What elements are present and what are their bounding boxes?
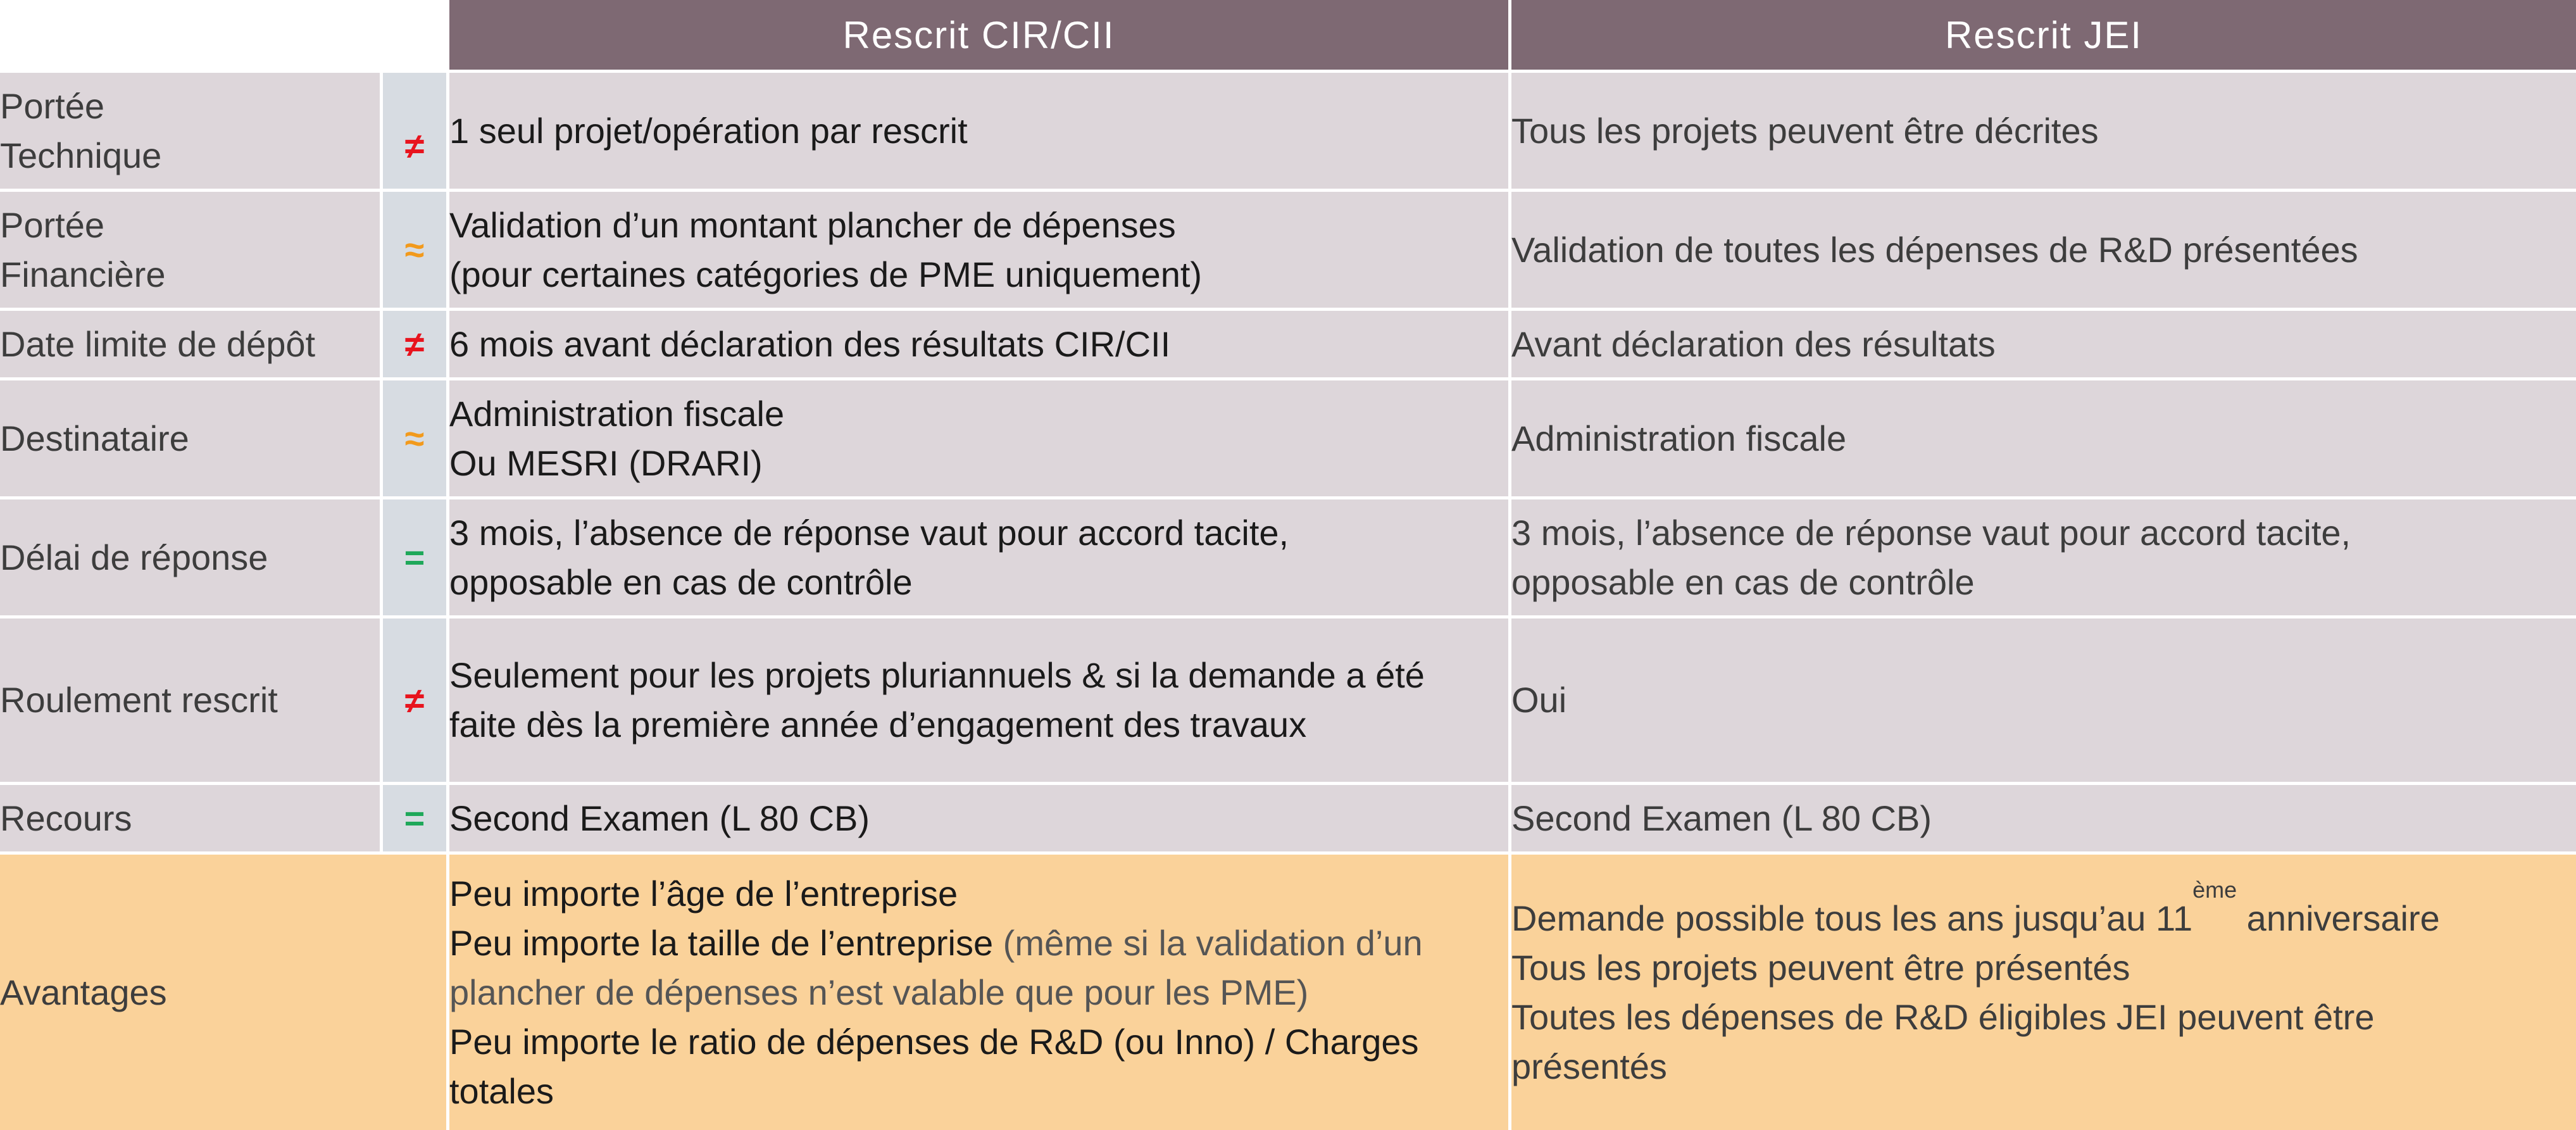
row-label-line: Date limite de dépôt xyxy=(0,323,316,364)
cir-cell-line: opposable en cas de contrôle xyxy=(449,562,913,602)
table-row xyxy=(0,618,2576,785)
jei-cell xyxy=(1511,499,2576,618)
row-label-line: Délai de réponse xyxy=(0,537,268,577)
comparison-symbol-similar: ≈ xyxy=(383,380,449,499)
comparison-symbol-different: ≠ xyxy=(383,311,449,380)
advantage-line xyxy=(1511,876,2576,943)
advantage-line xyxy=(449,919,1508,968)
row-label-recours xyxy=(0,785,383,855)
jei-cell-line: 3 mois, l’absence de réponse vaut pour accord tacite, xyxy=(1511,512,2351,553)
header-rescrit-jei: Rescrit JEI xyxy=(1511,0,2576,73)
cir-cell-line: Validation d’un montant plancher de dépenses xyxy=(449,204,1176,245)
advantage-line: Peu importe l’âge de l’entreprise xyxy=(449,873,958,913)
jei-cell xyxy=(1511,192,2576,311)
cir-cell-line: faite dès la première année d’engagement des travaux xyxy=(449,705,1307,744)
header-blank-symbol-cell xyxy=(383,0,449,73)
jei-cell xyxy=(1511,380,2576,499)
row-label-line: Technique xyxy=(0,135,162,175)
table-row xyxy=(0,311,2576,380)
advantage-line: Peu importe le ratio de dépenses de R&D (ou Inno) / Charges xyxy=(449,1021,1419,1062)
cir-cell xyxy=(449,380,1511,499)
advantage-line: Toutes les dépenses de R&D éligibles JEI peuvent être xyxy=(1511,996,2375,1037)
table-row xyxy=(0,192,2576,311)
row-label-delai-reponse xyxy=(0,499,383,618)
jei-cell-line: opposable en cas de contrôle xyxy=(1511,562,1975,602)
comparison-symbol-equal: = xyxy=(383,499,449,618)
row-label-line: Avantages xyxy=(0,972,167,1012)
advantage-line: totales xyxy=(449,1070,554,1111)
jei-cell-line: Tous les projets peuvent être décrites xyxy=(1511,110,2099,151)
cir-cell-line: Second Examen (L 80 CB) xyxy=(449,798,870,838)
row-label-roulement-rescrit xyxy=(0,618,383,785)
comparison-symbol-different: ≠ xyxy=(383,73,449,192)
advantage-text: Demande possible tous les ans jusqu’au 11 xyxy=(1511,898,2193,938)
comparison-symbol-different: ≠ xyxy=(383,618,449,785)
advantage-line: présentés xyxy=(1511,1046,1667,1086)
advantage-line: Tous les projets peuvent être présentés xyxy=(1511,947,2130,988)
table-row xyxy=(0,73,2576,192)
advantage-note: plancher de dépenses n’est valable que pour les PME) xyxy=(449,972,1309,1012)
jei-cell-line: Second Examen (L 80 CB) xyxy=(1511,798,1932,838)
cir-cell-line: Seulement pour les projets pluriannuels & si la demande a été xyxy=(449,655,1425,695)
comparison-symbol-similar: ≈ xyxy=(383,192,449,311)
cir-cell xyxy=(449,192,1511,311)
row-label-portee-technique xyxy=(0,73,383,192)
cir-cell-line: Ou MESRI (DRARI) xyxy=(449,443,763,483)
advantages-jei-cell xyxy=(1511,855,2576,1130)
table-row xyxy=(0,785,2576,855)
table-row xyxy=(0,380,2576,499)
row-label-avantages xyxy=(0,855,449,1130)
cir-cell xyxy=(449,73,1511,192)
cir-cell-line: 3 mois, l’absence de réponse vaut pour accord tacite, xyxy=(449,512,1289,553)
row-label-destinataire xyxy=(0,380,383,499)
jei-cell-line: Validation de toutes les dépenses de R&D présentées xyxy=(1511,229,2358,270)
table-row xyxy=(0,499,2576,618)
jei-cell xyxy=(1511,785,2576,855)
jei-cell-line: Administration fiscale xyxy=(1511,418,1847,458)
row-label-portee-financiere xyxy=(0,192,383,311)
advantage-text: anniversaire xyxy=(2237,898,2440,938)
row-label-line: Financière xyxy=(0,254,166,294)
cir-cell-line: 6 mois avant déclaration des résultats CIR/CII xyxy=(449,323,1171,364)
advantages-cir-cell xyxy=(449,855,1511,1130)
row-label-date-limite xyxy=(0,311,383,380)
cir-cell xyxy=(449,311,1511,380)
jei-cell xyxy=(1511,311,2576,380)
header-row xyxy=(0,0,2576,73)
cir-cell xyxy=(449,499,1511,618)
ordinal-superscript: ème xyxy=(2192,876,2237,903)
cir-cell-line: Administration fiscale xyxy=(449,393,785,434)
row-label-line: Roulement rescrit xyxy=(0,680,278,720)
cir-cell-line: (pour certaines catégories de PME uniquement) xyxy=(449,254,1203,294)
advantage-note: (même si la validation d’un xyxy=(1003,922,1423,963)
comparison-symbol-equal: = xyxy=(383,785,449,855)
row-label-line: Recours xyxy=(0,798,132,838)
advantage-text: Peu importe la taille de l’entreprise xyxy=(449,922,1003,963)
row-label-line: Portée xyxy=(0,85,104,126)
jei-cell-line: Oui xyxy=(1511,680,1567,720)
cir-cell xyxy=(449,618,1511,785)
row-label-line: Portée xyxy=(0,204,104,245)
header-blank-cell xyxy=(0,0,383,73)
jei-cell xyxy=(1511,73,2576,192)
cir-cell-line: 1 seul projet/opération par rescrit xyxy=(449,110,968,151)
advantages-row xyxy=(0,855,2576,1130)
jei-cell xyxy=(1511,618,2576,785)
header-rescrit-cir-cii: Rescrit CIR/CII xyxy=(449,0,1511,73)
row-label-line: Destinataire xyxy=(0,418,189,458)
cir-cell xyxy=(449,785,1511,855)
jei-cell-line: Avant déclaration des résultats xyxy=(1511,323,1996,364)
